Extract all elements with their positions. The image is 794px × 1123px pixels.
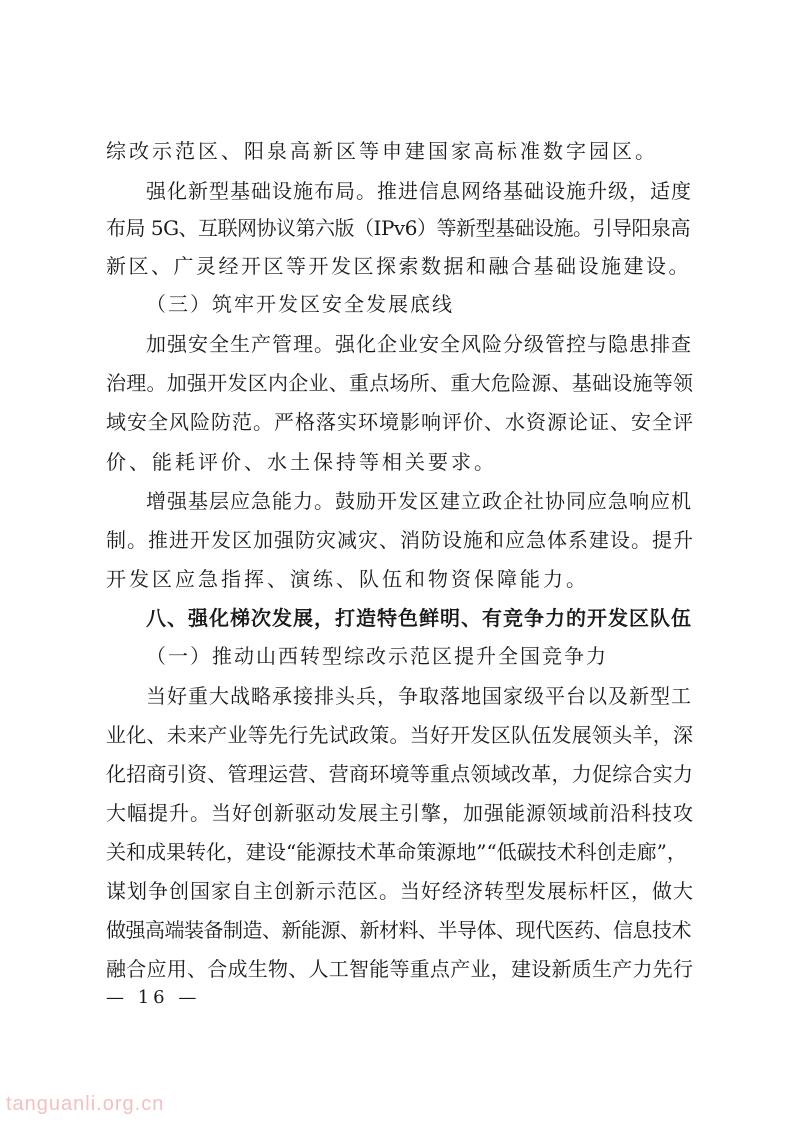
text-line-1: 综改示范区、阳泉高新区等申建国家高标准数字园区。 [106, 139, 658, 163]
text-line-16: 业化、未来产业等先行先试政策。当好开发区队伍发展领头羊，深 [106, 723, 694, 747]
text-line-17: 化招商引资、管理运营、营商环境等重点领域改革，力促综合实力 [106, 762, 694, 786]
text-line-9: 价、能耗评价、水土保持等相关要求。 [106, 450, 497, 474]
text-line-22: 融合应用、合成生物、人工智能等重点产业，建设新质生产力先行 [106, 957, 694, 981]
watermark: tanguanli.org.cn [6, 1093, 165, 1115]
section-heading-1: （一）推动山西转型综改示范区提升全国竞争力 [146, 644, 608, 668]
text-line-7: 治理。加强开发区内企业、重点场所、重大危险源、基础设施等领 [106, 371, 694, 395]
text-line-12: 开发区应急指挥、演练、队伍和物资保障能力。 [106, 567, 589, 591]
text-line-6: 加强安全生产管理。强化企业安全风险分级管控与隐患排查 [146, 332, 692, 356]
text-line-20: 谋划争创国家自主创新示范区。当好经济转型发展标杆区，做大 [106, 879, 694, 903]
text-line-10: 增强基层应急能力。鼓励开发区建立政企社协同应急响应机 [146, 489, 692, 513]
text-line-8: 域安全风险防范。严格落实环境影响评价、水资源论证、安全评 [106, 410, 694, 434]
page-number: — 16 — [106, 987, 201, 1008]
text-line-18: 大幅提升。当好创新驱动发展主引擎，加强能源领域前沿科技攻 [106, 801, 694, 825]
text-line-11: 制。推进开发区加强防灾减灾、消防设施和应急体系建设。提升 [106, 528, 694, 552]
section-heading-3: （三）筑牢开发区安全发展底线 [146, 292, 454, 316]
text-line-19: 关和成果转化，建设“能源技术革命策源地”“低碳技术科创走廊”， [106, 840, 687, 864]
text-line-3: 布局 5G、互联网协议第六版（IPv6）等新型基础设施。引导阳泉高 [106, 216, 690, 240]
text-line-2: 强化新型基础设施布局。推进信息网络基础设施升级，适度 [146, 179, 692, 203]
text-line-15: 当好重大战略承接排头兵，争取落地国家级平台以及新型工 [146, 684, 692, 708]
text-line-4: 新区、广灵经开区等开发区探索数据和融合基础设施建设。 [106, 254, 691, 278]
text-line-21: 做强高端装备制造、新能源、新材料、半导体、现代医药、信息技术 [106, 918, 691, 942]
chapter-heading-8: 八、强化梯次发展，打造特色鲜明、有竞争力的开发区队伍 [146, 606, 692, 630]
